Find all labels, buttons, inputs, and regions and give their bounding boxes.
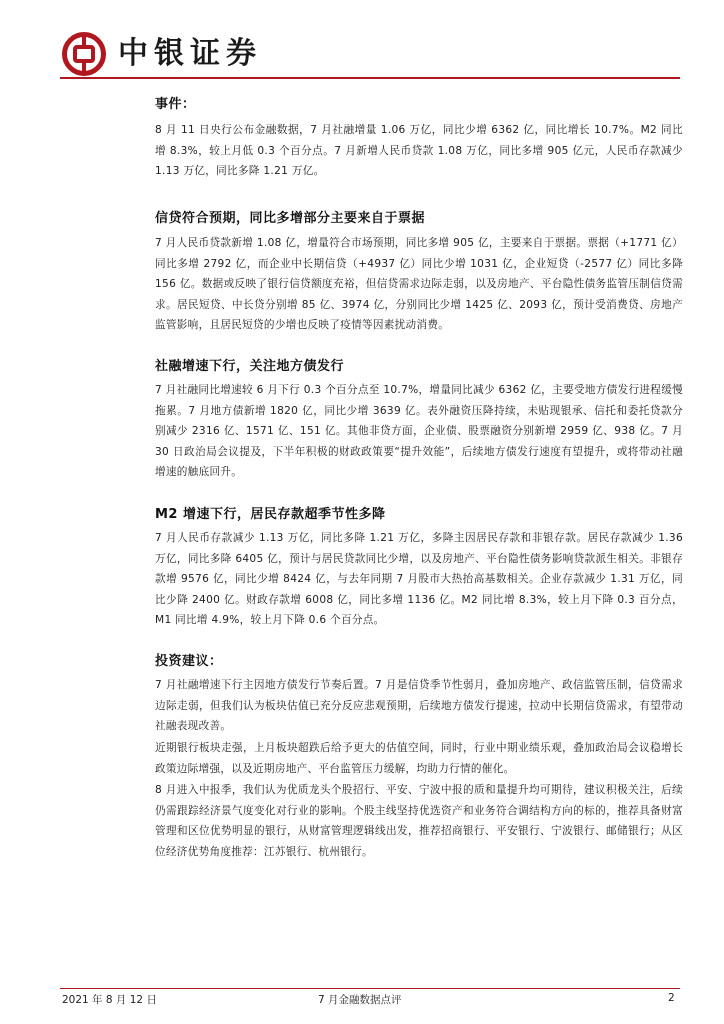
page-number: 2 xyxy=(668,992,675,1004)
bank-of-china-logo-icon xyxy=(62,32,106,76)
section-title-investment: 投资建议： xyxy=(155,654,223,669)
paragraph-investment-1: 7 月社融增速下行主因地方债发行节奏后置。7 月是信贷季节性弱月，叠加房地产、政信监管压制，信贷需求边际走弱，但我们认为板块估值已充分反应悲观预期，后续地方债发行提速，拉动中长期信贷需求，有望带动社融表现改善。 xyxy=(155,679,683,732)
section-title-m2: M2 增速下行，居民存款超季节性多降 xyxy=(155,507,386,522)
paragraph-credit: 7 月人民币贷款新增 1.08 亿，增量符合市场预期，同比多增 905 亿，主要来自于票据。票据（+1771 亿）同比多增 2792 亿，而企业中长期信贷（+4937 亿）同比少增 1031 亿，企业短贷（-2577 亿）同比多降 156 亿。数据或反映了银行信贷额度充裕，但信贷需求边际走弱，以及房地产、平台隐性债务监管压制信贷需求。居民短贷、中长贷分别增 85 亿、3974 亿，分别同比少增 1425 亿、2093 亿，预计受消费贷、房地产监管影响，且居民短贷的少增也反映了疫情等因素扰动消费。 xyxy=(155,237,683,331)
paragraph-investment-3: 8 月进入中报季，我们认为优质龙头个股招行、平安、宁波中报的质和量提升均可期待，建议积极关注，后续仍需跟踪经济景气度变化对行业的影响。个股主线坚持优选资产和业务符合调结构方向的标的，推荐具备财富管理和区位优势明显的银行，从财富管理逻辑线出发，推荐招商银行、平安银行、宁波银行、邮储银行；从区位经济优势角度推荐：江苏银行、杭州银行。 xyxy=(155,784,683,858)
brand-name: 中银证券 xyxy=(118,36,262,71)
footer-date: 2021 年 8 月 12 日 xyxy=(62,994,157,1006)
paragraph-event: 8 月 11 日央行公布金融数据，7 月社融增量 1.06 万亿，同比少增 6362 亿，同比增长 10.7%。M2 同比增 8.3%，较上月低 0.3 个百分点。7 月新增人民币贷款 1.08 万亿，同比多增 905 亿元，人民币存款减少 1.13 万亿，同比多降 1.21 万亿。 xyxy=(155,124,683,177)
paragraph-m2: 7 月人民币存款减少 1.13 万亿，同比多降 1.21 万亿，多降主因居民存款和非银存款。居民存款减少 1.36 万亿，同比多降 6405 亿，预计与居民贷款同比少增，以及房地产、平台隐性债务影响贷款派生相关。非银存款增 9576 亿，同比少增 8424 亿，与去年同期 7 月股市大热抬高基数相关。企业存款减少 1.31 万亿，同比少降 2400 亿。财政存款增 6008 亿，同比多增 1136 亿。M2 同比增 8.3%，较上月下降 0.3 百分点，M1 同比增 4.9%，较上月下降 0.6 个百分点。 xyxy=(155,532,683,626)
section-title-event: 事件： xyxy=(155,97,196,112)
section-title-social-financing: 社融增速下行，关注地方债发行 xyxy=(155,359,345,374)
header-divider xyxy=(60,77,680,79)
paragraph-investment-2: 近期银行板块走强，上月板块超跌后给予更大的估值空间，同时，行业中期业绩乐观，叠加政治局会议稳增长政策边际增强，以及近期房地产、平台监管压力缓解，均助力行情的催化。 xyxy=(155,742,683,775)
footer-divider xyxy=(60,988,680,989)
section-title-credit: 信贷符合预期，同比多增部分主要来自于票据 xyxy=(155,211,426,226)
paragraph-social-financing: 7 月社融同比增速较 6 月下行 0.3 个百分点至 10.7%，增量同比减少 6362 亿，主要受地方债发行进程缓慢拖累。7 月地方债新增 1820 亿，同比少增 3639 亿。表外融资压降持续，未贴现银承、信托和委托贷款分别减少 2316 亿、1571 亿、151 亿。其他非贷方面，企业债、股票融资分别新增 2959 亿、938 亿。7 月 30 日政治局会议提及，下半年积极的财政政策要“提升效能”，后续地方债发行速度有望提升，或将带动社融增速的触底回升。 xyxy=(155,384,683,478)
page-header xyxy=(60,28,680,76)
footer-title: 7 月金融数据点评 xyxy=(318,994,402,1006)
